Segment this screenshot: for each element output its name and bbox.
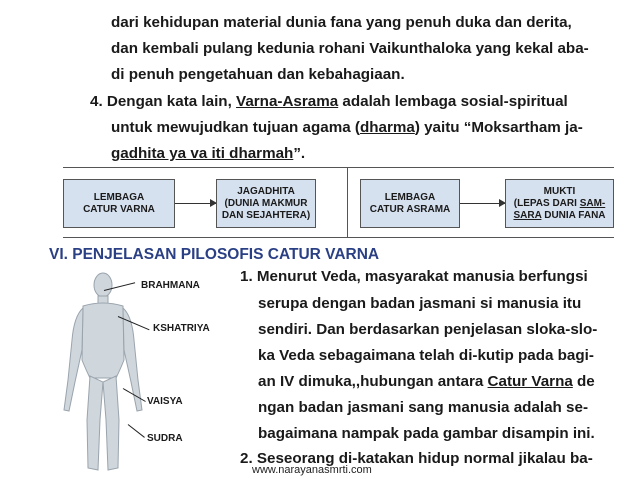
box-lembaga-catur-asrama bbox=[360, 179, 460, 228]
diagram-divider bbox=[347, 167, 348, 238]
arrow-2 bbox=[460, 203, 505, 204]
paragraph-line-5 bbox=[111, 119, 583, 136]
explanation-line-5-rest: de bbox=[572, 373, 595, 390]
box-4-line-2-prefix: (LEPAS DARI bbox=[513, 197, 580, 209]
term-moksartham: gadhita ya va iti dharmah bbox=[111, 145, 294, 162]
explanation-line-5 bbox=[258, 373, 595, 390]
diagram-bottom-rule bbox=[63, 237, 614, 238]
line-5-prefix: untuk mewujudkan tujuan agama ( bbox=[111, 119, 360, 136]
box-3-line-2: CATUR ASRAMA bbox=[369, 203, 451, 215]
box-4-line-2 bbox=[514, 198, 606, 210]
box-4-line-3 bbox=[513, 210, 605, 222]
label-sudra: SUDRA bbox=[147, 433, 183, 444]
section-title: VI. PENJELASAN PILOSOFIS CATUR VARNA bbox=[49, 246, 380, 263]
box-1-line-1: LEMBAGA bbox=[93, 191, 145, 203]
label-brahmana: BRAHMANA bbox=[141, 280, 200, 291]
term-catur-varna: Catur Varna bbox=[487, 373, 573, 390]
label-vaisya: VAISYA bbox=[147, 396, 183, 407]
footer-website: www.narayanasmrti.com bbox=[252, 464, 372, 476]
paragraph-line-3: di penuh pengetahuan dan kebahagiaan. bbox=[111, 66, 405, 83]
box-2-line-2: (DUNIA MAKMUR bbox=[224, 197, 308, 209]
explanation-line-1: 1. Menurut Veda, masyarakat manusia berfungsi bbox=[240, 268, 588, 285]
explanation-line-4: ka Veda sebagaimana telah di-kutip pada bagi- bbox=[258, 347, 594, 364]
line-6-rest: ”. bbox=[293, 145, 306, 162]
term-varna-asrama: Varna-Asrama bbox=[236, 93, 339, 110]
box-lembaga-catur-varna bbox=[63, 179, 175, 228]
item-4-line bbox=[90, 93, 568, 110]
box-mukti bbox=[505, 179, 614, 228]
box-2-line-1: JAGADHITA bbox=[237, 185, 295, 197]
human-body-illustration bbox=[58, 270, 148, 478]
line-5-rest: ) yaitu “Moksartham ja- bbox=[414, 119, 583, 136]
item-4-prefix: 4. Dengan kata lain, bbox=[90, 93, 237, 110]
explanation-line-3: sendiri. Dan berdasarkan penjelasan sloka-slo- bbox=[258, 321, 598, 338]
explanation-line-8: 2. Seseorang di-katakan hidup normal jikalau ba- bbox=[240, 450, 593, 467]
term-dharma: dharma bbox=[359, 119, 415, 136]
box-2-line-3: DAN SEJAHTERA) bbox=[221, 209, 311, 221]
item-4-rest: adalah lembaga sosial-spiritual bbox=[338, 93, 568, 110]
paragraph-line-2: dan kembali pulang kedunia rohani Vaikunthaloka yang kekal aba- bbox=[111, 40, 589, 57]
box-jagadhita bbox=[216, 179, 316, 228]
paragraph-line-6 bbox=[111, 145, 305, 162]
box-4-term-sam: SAM- bbox=[579, 197, 606, 209]
box-3-line-1: LEMBAGA bbox=[384, 191, 436, 203]
diagram-top-rule bbox=[63, 167, 614, 168]
explanation-line-5-prefix: an IV dimuka,,hubungan antara bbox=[258, 373, 488, 390]
box-4-line-3-rest: DUNIA FANA bbox=[541, 209, 606, 221]
explanation-line-7: bagaimana nampak pada gambar disampin ini. bbox=[258, 425, 595, 442]
box-4-term-sara: SARA bbox=[513, 209, 542, 221]
explanation-line-2: serupa dengan badan jasmani si manusia itu bbox=[258, 295, 582, 312]
label-kshatriya: KSHATRIYA bbox=[153, 323, 210, 334]
box-4-line-1: MUKTI bbox=[543, 185, 576, 197]
explanation-line-6: ngan badan jasmani sang manusia adalah se- bbox=[258, 399, 589, 416]
arrow-1 bbox=[175, 203, 216, 204]
box-1-line-2: CATUR VARNA bbox=[83, 203, 155, 215]
paragraph-line-1: dari kehidupan material dunia fana yang penuh duka dan derita, bbox=[111, 14, 572, 31]
